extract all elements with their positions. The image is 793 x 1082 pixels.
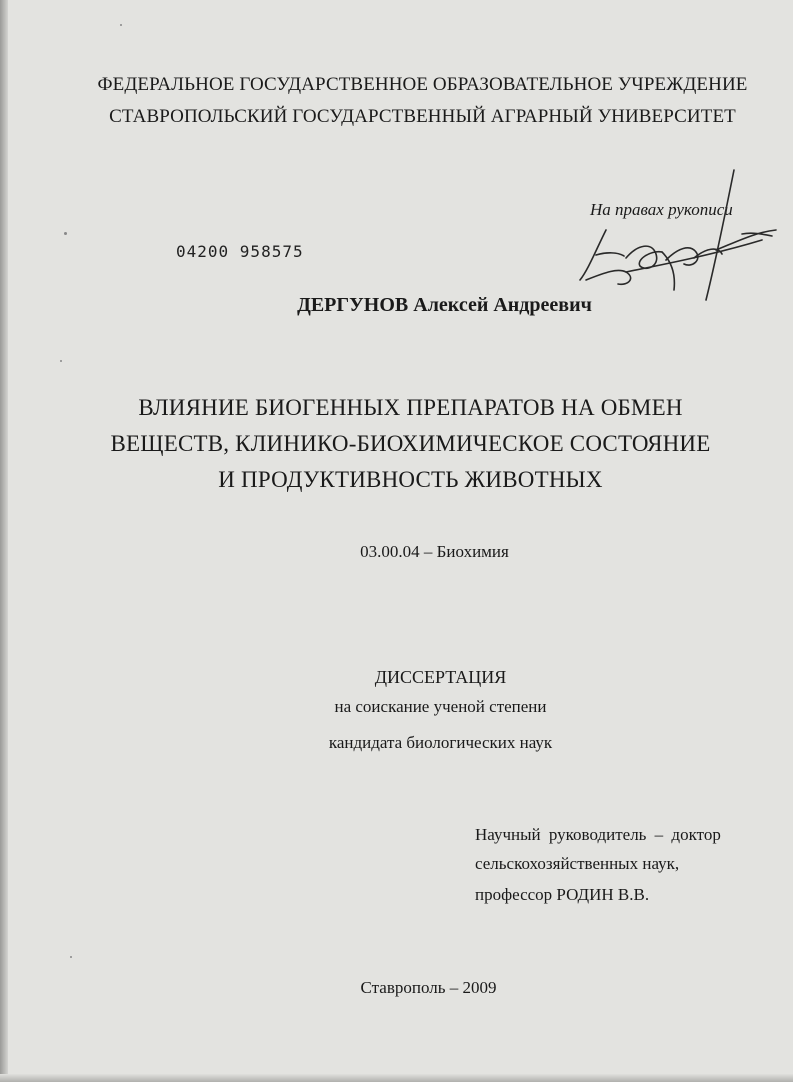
manuscript-rights-note: На правах рукописи — [590, 200, 733, 219]
author-name: ДЕРГУНОВ Алексей Андреевич — [297, 294, 592, 316]
scan-left-edge — [0, 0, 8, 1082]
library-stamp-number: 04200 958575 — [176, 242, 304, 261]
scan-speck — [70, 956, 72, 958]
supervisor-line-3: профессор РОДИН В.В. — [475, 885, 650, 904]
city-and-year: Ставрополь – 2009 — [360, 978, 497, 997]
degree-name: кандидата биологических наук — [328, 733, 553, 752]
dissertation-title-line-2: ВЕЩЕСТВ, КЛИНИКО-БИОХИМИЧЕСКОЕ СОСТОЯНИЕ — [110, 431, 711, 456]
dissertation-title-line-1: ВЛИЯНИЕ БИОГЕННЫХ ПРЕПАРАТОВ НА ОБМЕН — [138, 395, 683, 420]
dissertation-title-line-3: И ПРОДУКТИВНОСТЬ ЖИВОТНЫХ — [218, 467, 603, 492]
handwritten-signature — [566, 160, 786, 310]
scan-speck — [60, 360, 62, 362]
institution-line-2: СТАВРОПОЛЬСКИЙ ГОСУДАРСТВЕННЫЙ АГРАРНЫЙ УНИВЕРСИТЕТ — [109, 106, 736, 127]
scan-bottom-edge — [0, 1074, 793, 1082]
document-type: ДИССЕРТАЦИЯ — [374, 667, 507, 687]
supervisor-line-2: сельскохозяйственных наук, — [475, 854, 680, 873]
specialty-code: 03.00.04 – Биохимия — [360, 542, 509, 561]
supervisor-line-1: Научный руководитель – доктор — [475, 825, 721, 844]
degree-purpose: на соискание ученой степени — [334, 697, 547, 716]
institution-line-1: ФЕДЕРАЛЬНОЕ ГОСУДАРСТВЕННОЕ ОБРАЗОВАТЕЛЬНОЕ УЧРЕЖДЕНИЕ — [97, 74, 748, 95]
scan-speck — [64, 232, 67, 235]
scan-speck — [120, 24, 122, 26]
